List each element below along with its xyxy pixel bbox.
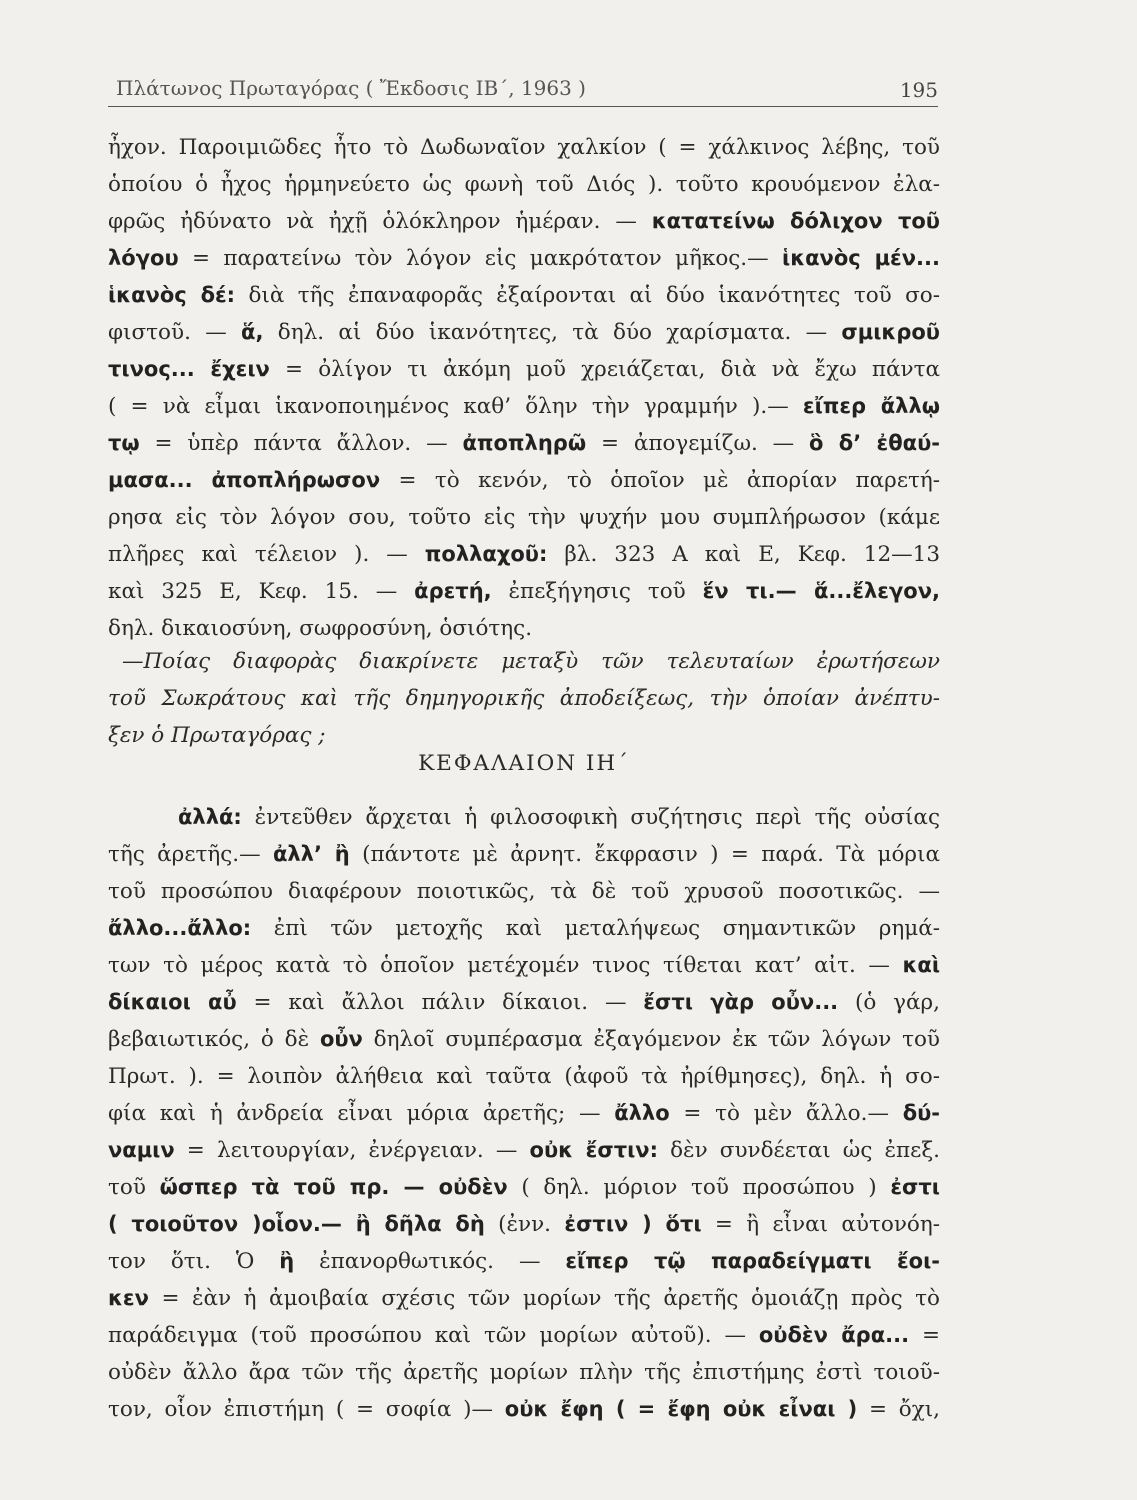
lemma-term: κατατείνω δόλιχον τοῦ xyxy=(651,209,940,233)
text-line: τοῦ προσώπου διαφέρουν ποιοτικῶς, τὰ δὲ τοῦ χρυσοῦ ποσοτικῶς. — xyxy=(108,879,940,904)
text-line: φρῶς ἠδύνατο νὰ ἠχῇ ὁλόκληρον ἡμέραν. — κατατείνω δόλιχον τοῦ xyxy=(108,209,940,234)
text-line: ἦχον. Παροιμιῶδες ἦτο τὸ Δωδωναῖον χαλκίον ( = χάλκινος λέβης, τοῦ xyxy=(108,135,940,160)
commentary-paragraph-2 xyxy=(108,799,940,1428)
lemma-term: ἀρετή, xyxy=(414,579,492,603)
lemma-term: ( τοιοῦτον )οἷον.— ἢ δῆλα δὴ xyxy=(108,1212,485,1236)
lemma-term: ἐστι xyxy=(890,1175,940,1199)
lemma-term: δύ- xyxy=(902,1101,940,1125)
lemma-term: δίκαιοι αὖ xyxy=(108,990,237,1014)
text-line: τινος... ἔχειν = ὀλίγον τι ἀκόμη μοῦ χρειάζεται, διὰ νὰ ἔχω πάντα xyxy=(108,357,940,382)
lemma-term: λόγου xyxy=(108,246,179,270)
lemma-term: ἱκανὸς δέ: xyxy=(108,283,236,307)
text-line: λόγου = παρατείνω τὸν λόγον εἰς μακρότατον μῆκος.— ἱκανὸς μέν... xyxy=(108,246,940,271)
lemma-term: εἴπερ τῷ παραδείγματι ἔοι- xyxy=(565,1249,940,1273)
text-line: βεβαιωτικός, ὁ δὲ οὖν δηλοῖ συμπέρασμα ἐξαγόμενον ἐκ τῶν λόγων τοῦ xyxy=(108,1027,940,1052)
lemma-term: ὃ δ’ ἐθαύ- xyxy=(809,431,940,455)
text-line: δίκαιοι αὖ = καὶ ἄλλοι πάλιν δίκαιοι. — ἔστι γὰρ οὖν... (ὁ γάρ, xyxy=(108,990,940,1015)
question-line: τοῦ Σωκράτους καὶ τῆς δημηγορικῆς ἀποδείξεως, τὴν ὁποίαν ἀνέπτυ- xyxy=(108,686,940,711)
text-line: ναμιν = λειτουργίαν, ἐνέργειαν. — οὐκ ἔστιν: δὲν συνδέεται ὡς ἐπεξ. xyxy=(108,1138,940,1163)
lemma-term: ἄλλο...ἄλλο: xyxy=(108,916,252,940)
lemma-term: ἀποπληρῶ xyxy=(462,431,587,455)
text-line: κεν = ἐὰν ἡ ἀμοιβαία σχέσις τῶν μορίων τῆς ἀρετῆς ὁμοιάζῃ πρὸς τὸ xyxy=(108,1286,940,1311)
lemma-term: εἴπερ ἄλλῳ xyxy=(802,394,940,418)
text-line: οὐδὲν ἄλλο ἄρα τῶν τῆς ἀρετῆς μορίων πλὴν τῆς ἐπιστήμης ἐστὶ τοιοῦ- xyxy=(108,1360,940,1385)
lemma-term: μασα... ἀποπλήρωσον xyxy=(108,468,381,492)
text-line: μασα... ἀποπλήρωσον = τὸ κενόν, τὸ ὁποῖον μὲ ἀπορίαν παρετή- xyxy=(108,468,940,493)
lemma-term: οὐκ ἔστιν: xyxy=(529,1138,658,1162)
text-line: τον, οἷον ἐπιστήμη ( = σοφία )— οὐκ ἔφη ( = ἔφη οὐκ εἶναι ) = ὄχι, xyxy=(108,1397,940,1422)
lemma-term: ἀλλά: xyxy=(178,805,242,829)
text-line: πλῆρες καὶ τέλειον ). — πολλαχοῦ: βλ. 323 Α καὶ Ε, Κεφ. 12—13 xyxy=(108,542,940,567)
lemma-term: πολλαχοῦ: xyxy=(424,542,548,566)
lemma-term: ἄλλο xyxy=(614,1101,670,1125)
lemma-term: κεν xyxy=(108,1286,149,1310)
page-number: 195 xyxy=(899,78,938,102)
question-line: ξεν ὁ Πρωταγόρας ; xyxy=(108,723,326,748)
commentary-paragraph-1 xyxy=(108,129,940,647)
lemma-term: τῳ xyxy=(108,431,140,455)
text-line: των τὸ μέρος κατὰ τὸ ὁποῖον μετέχομέν τινος τίθεται κατ’ αἰτ. — καὶ xyxy=(108,953,940,978)
text-line: φία καὶ ἡ ἀνδρεία εἶναι μόρια ἀρετῆς; — ἄλλο = τὸ μὲν ἄλλο.— δύ- xyxy=(108,1101,940,1126)
text-line: Πρωτ. ). = λοιπὸν ἀλήθεια καὶ ταῦτα (ἀφοῦ τὰ ἠρίθμησες), δηλ. ἡ σο- xyxy=(108,1064,940,1089)
lemma-term: ναμιν xyxy=(108,1138,175,1162)
text-line: δηλ. δικαιοσύνη, σωφροσύνη, ὁσιότης. xyxy=(108,616,533,641)
text-line: ὁποίου ὁ ἦχος ἡρμηνεύετο ὡς φωνὴ τοῦ Διός ). τοῦτο κρουόμενον ἐλα- xyxy=(108,172,940,197)
text-line: ( τοιοῦτον )οἷον.— ἢ δῆλα δὴ (ἐνν. ἐστιν ) ὅτι = ἢ εἶναι αὐτονόη- xyxy=(108,1212,940,1237)
lemma-term: τινος... ἔχειν xyxy=(108,357,270,381)
lemma-term: οὖν xyxy=(319,1027,363,1051)
text-line: ρησα εἰς τὸν λόγον σου, τοῦτο εἰς τὴν ψυχήν μου συμπλήρωσον (κάμε xyxy=(108,505,940,530)
lemma-term: ἔστι γὰρ οὖν... xyxy=(643,990,839,1014)
text-line: ἀλλά: ἐντεῦθεν ἄρχεται ἡ φιλοσοφικὴ συζήτησις περὶ τῆς οὐσίας xyxy=(178,805,940,830)
page-header xyxy=(108,74,938,107)
question-line: —Ποίας διαφορὰς διακρίνετε μεταξὺ τῶν τελευταίων ἐρωτήσεων xyxy=(122,649,940,674)
text-line: ἱκανὸς δέ: διὰ τῆς ἐπαναφορᾶς ἐξαίρονται αἱ δύο ἱκανότητες τοῦ σο- xyxy=(108,283,940,308)
text-line: τοῦ ὥσπερ τὰ τοῦ πρ. — οὐδὲν ( δηλ. μόριον τοῦ προσώπου ) ἐστι xyxy=(108,1175,940,1200)
lemma-term: σμικροῦ xyxy=(841,320,940,344)
text-line: ( = νὰ εἶμαι ἱκανοποιημένος καθ’ ὅλην τὴν γραμμήν ).— εἴπερ ἄλλῳ xyxy=(108,394,940,419)
study-question xyxy=(108,643,940,754)
lemma-term: ὥσπερ τὰ τοῦ πρ. — οὐδὲν xyxy=(159,1175,508,1199)
text-line: παράδειγμα (τοῦ προσώπου καὶ τῶν μορίων αὐτοῦ). — οὐδὲν ἄρα... = xyxy=(108,1323,940,1348)
lemma-term: οὐδὲν ἄρα... xyxy=(758,1323,910,1347)
lemma-term: οὐκ ἔφη ( = ἔφη οὐκ εἶναι ) xyxy=(504,1397,858,1421)
lemma-term: ἅ, xyxy=(241,320,264,344)
text-line: τῳ = ὑπὲρ πάντα ἄλλον. — ἀποπληρῶ = ἀπογεμίζω. — ὃ δ’ ἐθαύ- xyxy=(108,431,940,456)
chapter-heading: ΚΕΦΑΛΑΙΟΝ ΙΗ΄ xyxy=(418,751,630,776)
text-line: φιστοῦ. — ἅ, δηλ. αἱ δύο ἱκανότητες, τὰ δύο χαρίσματα. — σμικροῦ xyxy=(108,320,940,345)
lemma-term: ἀλλ’ ἢ xyxy=(272,842,350,866)
text-line: τον ὅτι. Ὁ ἢ ἐπανορθωτικός. — εἴπερ τῷ παραδείγματι ἔοι- xyxy=(108,1249,940,1274)
text-line: τῆς ἀρετῆς.— ἀλλ’ ἢ (πάντοτε μὲ ἀρνητ. ἔκφρασιν ) = παρά. Τὰ μόρια xyxy=(108,842,940,867)
text-line: ἄλλο...ἄλλο: ἐπὶ τῶν μετοχῆς καὶ μεταλήψεως σημαντικῶν ρημά- xyxy=(108,916,940,941)
lemma-term: ἐστιν ) ὅτι xyxy=(564,1212,702,1236)
lemma-term: ἕν τι.— ἅ...ἔλεγον, xyxy=(702,579,940,603)
lemma-term: ἢ xyxy=(279,1249,295,1273)
lemma-term: καὶ xyxy=(902,953,940,977)
running-title: Πλάτωνος Πρωταγόρας ( Ἔκδοσις ΙΒ΄, 1963 ) xyxy=(116,76,586,100)
lemma-term: ἱκανὸς μέν... xyxy=(782,246,940,270)
text-line: καὶ 325 Ε, Κεφ. 15. — ἀρετή, ἐπεξήγησις τοῦ ἕν τι.— ἅ...ἔλεγον, xyxy=(108,579,940,604)
